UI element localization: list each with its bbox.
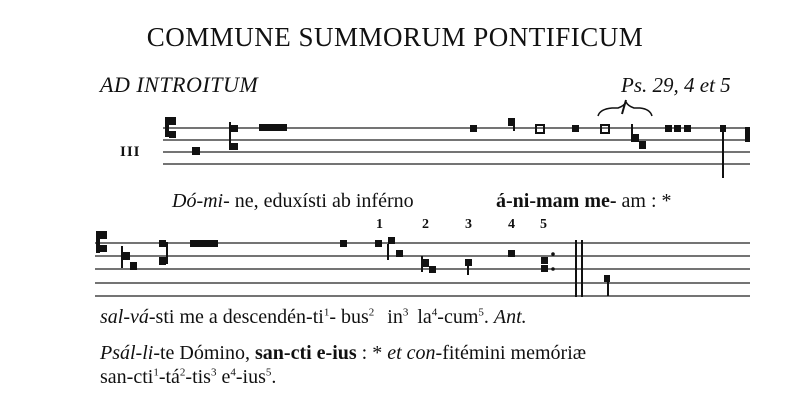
- cue-number: 2: [422, 217, 429, 232]
- syllable-am: am : *: [621, 190, 672, 212]
- lyrics-text: - bus: [329, 306, 369, 328]
- accent-mark: [622, 100, 626, 114]
- psalm-verse-line-1: [100, 342, 586, 365]
- cue-number: 5: [540, 217, 547, 232]
- cue-number: 3: [465, 217, 472, 232]
- neumes-staff-1: [192, 118, 750, 178]
- syllable-me: me-: [584, 190, 617, 212]
- mode-number: III: [120, 144, 141, 160]
- lyrics-text: la: [417, 306, 432, 328]
- verse-syllable: Psál-li-: [100, 342, 160, 364]
- staff-1: [163, 128, 750, 164]
- verse-text-bold: san-cti e-ius: [255, 342, 357, 364]
- page-title: COMMUNE SUMMORUM PONTIFICUM: [146, 22, 644, 52]
- syllable-ani: á-ni-mam: [496, 190, 580, 212]
- lyrics-text: -cum: [437, 306, 479, 328]
- cue-sup: 1: [153, 366, 159, 379]
- clef-2: [96, 231, 107, 253]
- cue-sup: 4: [230, 366, 236, 379]
- cue-sup: 3: [210, 366, 217, 379]
- syllable-salva: sal-vá-: [100, 306, 156, 328]
- neumes-staff-2: [121, 237, 610, 297]
- psalm-reference: Ps. 29, 4 et 5: [621, 73, 731, 97]
- cue-sup: 2: [179, 366, 186, 379]
- syllable-mi: mi-: [203, 190, 230, 212]
- antiphon-mark: Ant.: [493, 306, 527, 328]
- lyrics-line-2: [100, 306, 527, 329]
- lyrics-line-1b: [496, 190, 672, 213]
- cue-sup: 2: [368, 306, 375, 319]
- verse-text: : *: [361, 342, 383, 364]
- cue-sup: 4: [431, 306, 438, 319]
- verse-text: -tis: [185, 366, 211, 388]
- verse-text-italic: et con-: [387, 342, 443, 364]
- section-heading: AD INTROITUM: [100, 72, 259, 97]
- psalm-verse-line-2: [100, 366, 276, 389]
- cue-number: 1: [376, 217, 383, 232]
- verse-text: -ius: [235, 366, 266, 388]
- cue-sup: 5: [478, 306, 484, 319]
- verse-text: te Dómino,: [160, 342, 250, 364]
- syllable-dom: Dó-: [172, 190, 204, 212]
- cue-sup: 3: [402, 306, 409, 319]
- verse-text: -tá: [158, 366, 180, 388]
- lyrics-line-1: [172, 190, 414, 213]
- verse-text: fitémini memóriæ: [442, 342, 587, 364]
- verse-text: san-cti: [100, 366, 154, 388]
- lyrics-text: ne, eduxísti ab inférno: [234, 190, 414, 212]
- verse-text: .: [271, 366, 277, 388]
- lyrics-text: sti me a descendén-ti: [155, 306, 324, 328]
- verse-text: e: [216, 366, 231, 388]
- lyrics-text: .: [483, 306, 489, 328]
- cue-sup: 5: [265, 366, 272, 379]
- cue-sup: 1: [323, 306, 330, 319]
- cue-number: 4: [508, 217, 515, 232]
- lyrics-text: in: [387, 306, 403, 328]
